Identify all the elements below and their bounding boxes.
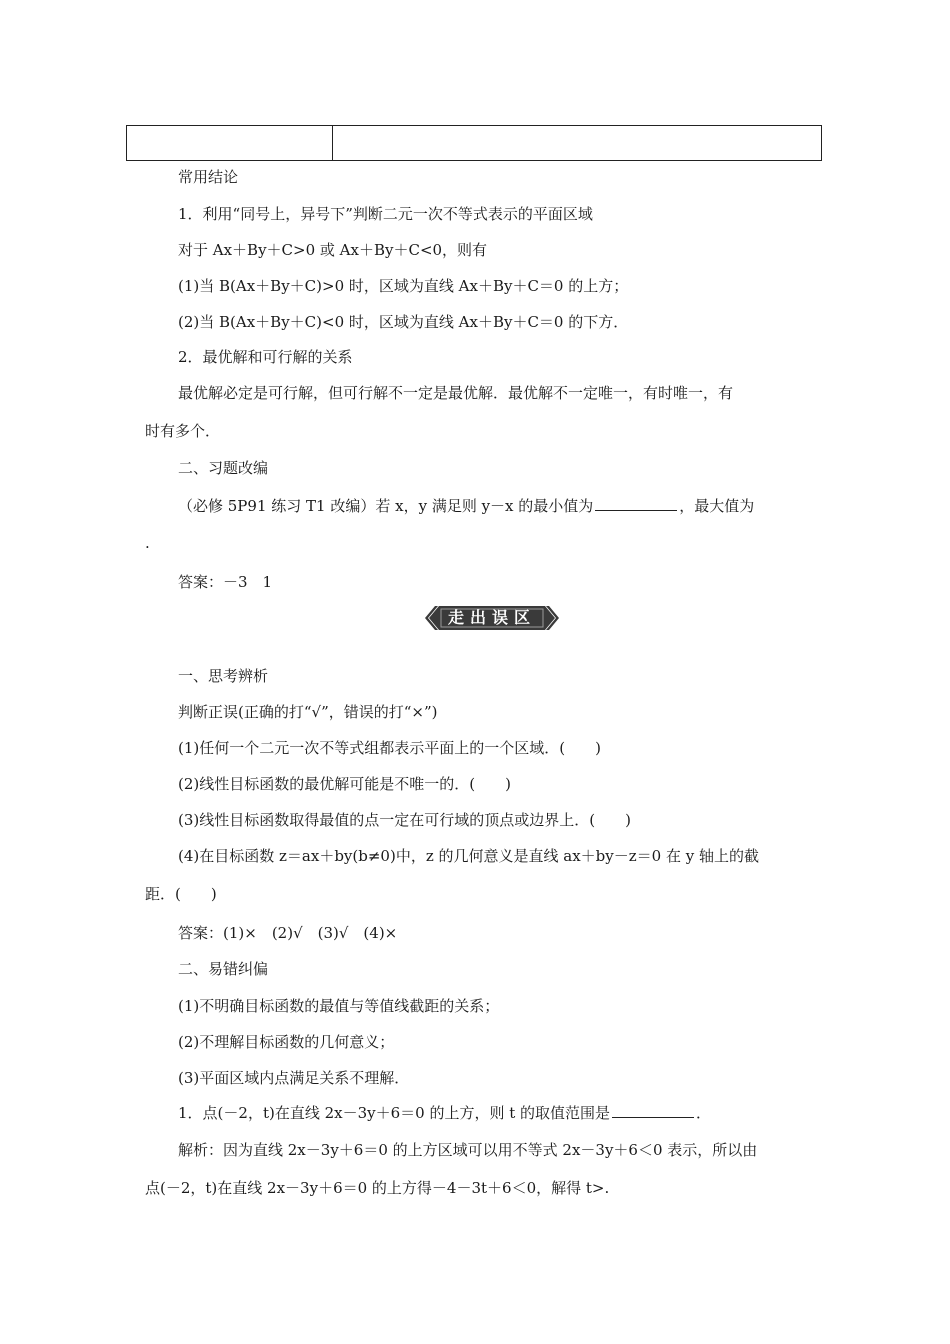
problem-1: [178, 1103, 711, 1123]
item2-body-line2: 时有多个．: [145, 422, 221, 440]
exercise-text-a: （必修 5P91 练习 T1 改编）若 x，y 满足则 y－x 的最小值为: [178, 497, 594, 515]
problem-1-end: ．: [696, 1104, 712, 1122]
item1-case1: (1)当 B(Ax＋By＋C)>0 时，区域为直线 Ax＋By＋C＝0 的上方；: [178, 277, 629, 295]
question-4-line2: 距．( ): [145, 885, 217, 903]
section-heading: 常用结论: [178, 168, 239, 186]
exercise-question: [178, 496, 754, 516]
judge-instructions: 判断正误(正确的打“√”，错误的打“×”): [178, 703, 438, 721]
banner-label: 走出误区: [447, 608, 536, 627]
question-3: (3)线性目标函数取得最值的点一定在可行域的顶点或边界上．( ): [178, 811, 631, 829]
item1-case2: (2)当 B(Ax＋By＋C)<0 时，区域为直线 Ax＋By＋C＝0 的下方．: [178, 313, 629, 331]
exercise-answer: 答案：－3 1: [178, 573, 273, 591]
think-heading: 一、思考辨析: [178, 667, 269, 685]
question-1: (1)任何一个二元一次不等式组都表示平面上的一个区域．( ): [178, 739, 601, 757]
item2-body-line1: 最优解必定是可行解，但可行解不一定是最优解．最优解不一定唯一，有时唯一，有: [178, 384, 734, 402]
table-bottom-row: [126, 125, 822, 161]
error-1: (1)不明确目标函数的最值与等值线截距的关系；: [178, 997, 500, 1015]
error-3: (3)平面区域内点满足关系不理解．: [178, 1069, 410, 1087]
item1-title: 1．利用“同号上，异号下”判断二元一次不等式表示的平面区域: [178, 205, 593, 223]
exercise-text-b: ，最大值为: [679, 497, 755, 515]
solution-line2: 点(－2，t)在直线 2x－3y＋6＝0 的上方得－4－3t＋6＜0，解得 t>.: [145, 1179, 610, 1197]
error-2: (2)不理解目标函数的几何意义；: [178, 1033, 395, 1051]
problem-1-text: 1．点(－2，t)在直线 2x－3y＋6＝0 的上方，则 t 的取值范围是: [178, 1104, 611, 1122]
exercise-heading: 二、习题改编: [178, 459, 269, 477]
table-divider: [332, 126, 333, 160]
solution-line1: 解析：因为直线 2x－3y＋6＝0 的上方区域可以用不等式 2x－3y＋6＜0 表示，所以由: [178, 1141, 758, 1159]
question-2: (2)线性目标函数的最优解可能是不唯一的．( ): [178, 775, 511, 793]
question-4-line1: (4)在目标函数 z＝ax＋by(b≠0)中，z 的几何意义是直线 ax＋by－z＝0 在 y 轴上的截: [178, 847, 759, 865]
item1-intro: 对于 Ax＋By＋C>0 或 Ax＋By＋C<0，则有: [178, 241, 488, 259]
answer-blank: [595, 496, 677, 511]
answer-blank: [612, 1103, 694, 1118]
answers: 答案：(1)× (2)√ (3)√ (4)×: [178, 924, 398, 942]
exercise-dot: .: [145, 534, 150, 552]
item2-title: 2．最优解和可行解的关系: [178, 348, 353, 366]
section-banner: [425, 604, 559, 632]
error-heading: 二、易错纠偏: [178, 960, 269, 978]
